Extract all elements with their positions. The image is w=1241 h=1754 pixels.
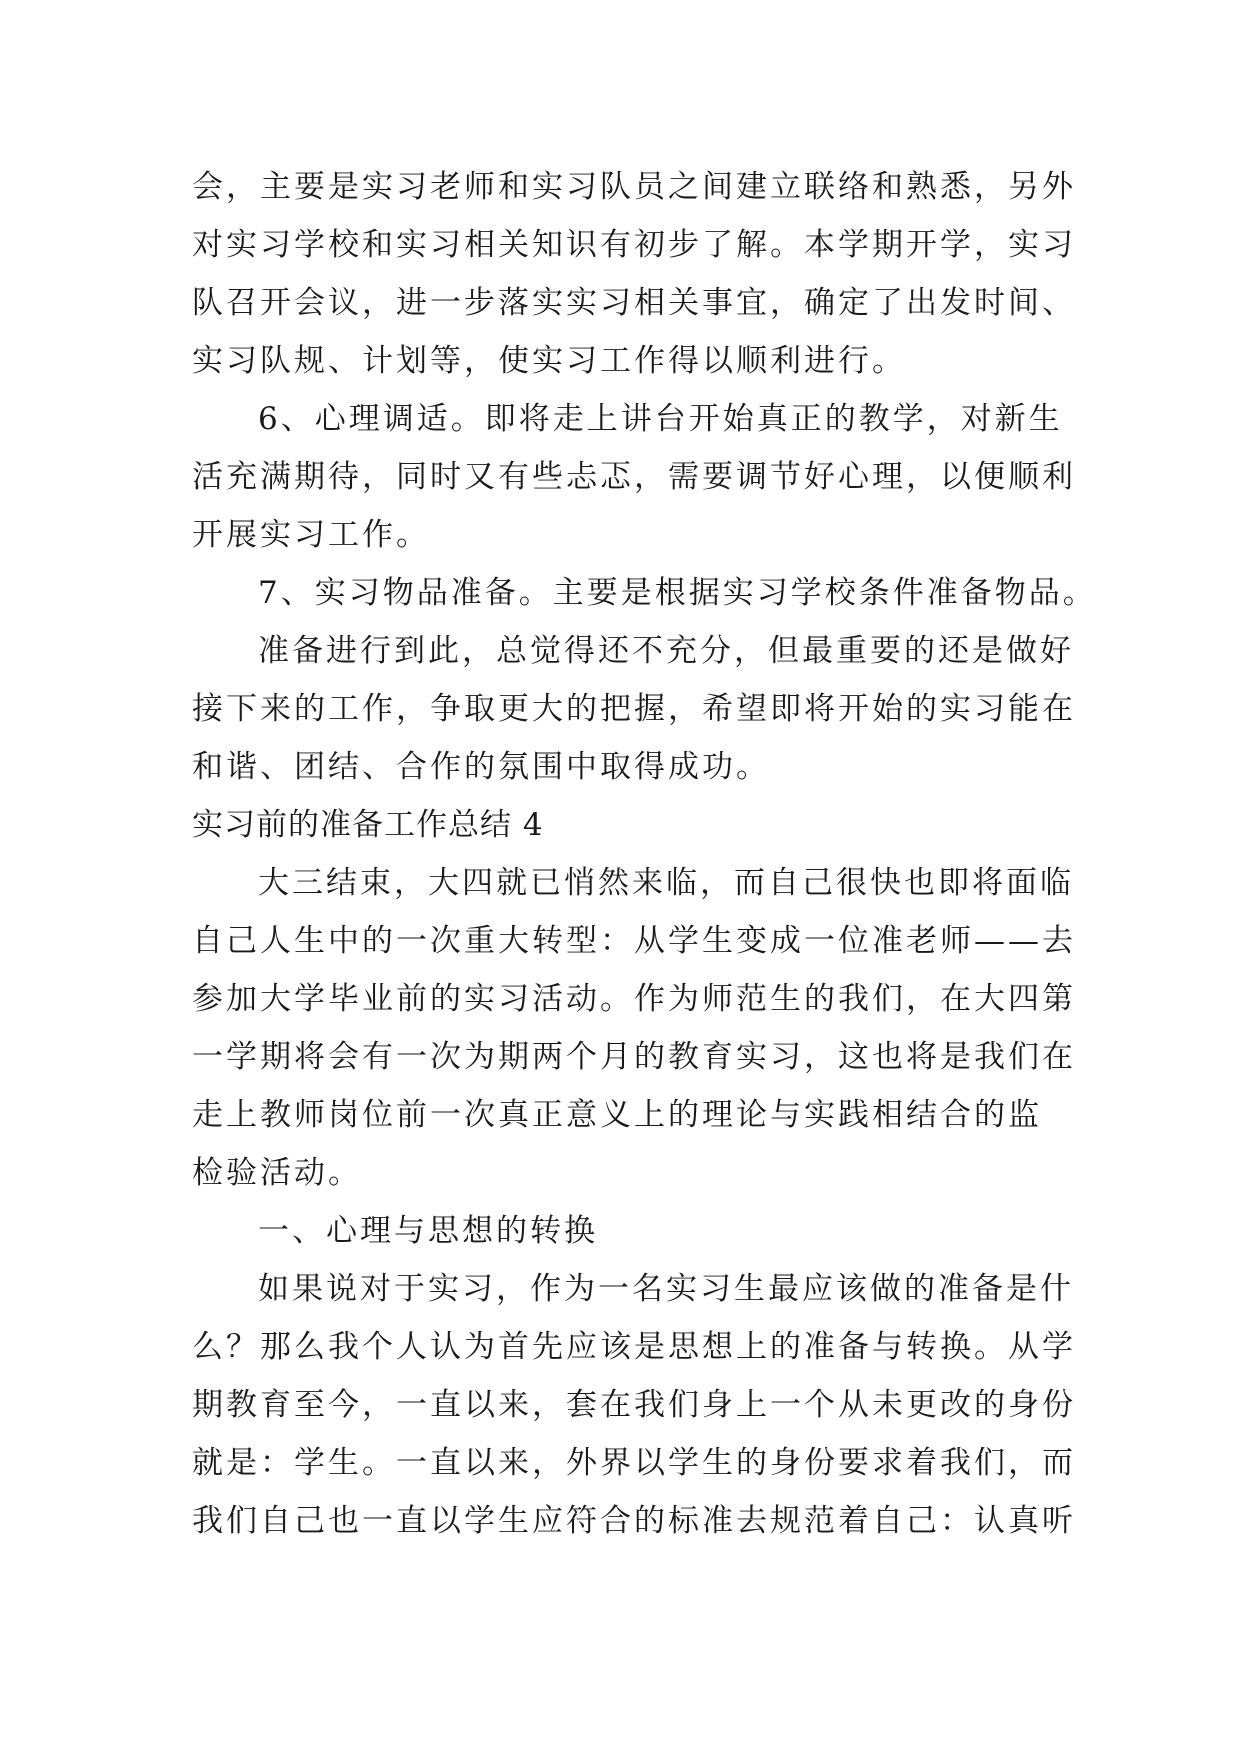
text-line: 大三结束，大四就已悄然来临，而自己很快也即将面临 <box>258 865 1074 901</box>
document-body <box>192 158 1097 1550</box>
text-line: 期教育至今，一直以来，套在我们身上一个从未更改的身份 <box>192 1387 1076 1423</box>
text-line: 自己人生中的一次重大转型：从学生变成一位准老师——去 <box>192 923 1076 959</box>
text-line: 如果说对于实习，作为一名实习生最应该做的准备是什 <box>258 1271 1074 1307</box>
text-line: 队召开会议，进一步落实实习相关事宜，确定了出发时间、 <box>192 285 1076 321</box>
text-line: 准备进行到此，总觉得还不充分，但最重要的还是做好 <box>258 633 1074 669</box>
text-line: 6、心理调适。即将走上讲台开始真正的教学，对新生 <box>258 401 1063 437</box>
text-line: 和谐、团结、合作的氛围中取得成功。 <box>192 749 770 785</box>
text-line: 一、心理与思想的转换 <box>258 1213 598 1249</box>
text-line: 就是：学生。一直以来，外界以学生的身份要求着我们，而 <box>192 1445 1076 1481</box>
text-line: 对实习学校和实习相关知识有初步了解。本学期开学，实习 <box>192 227 1076 263</box>
text-line: 7、实习物品准备。主要是根据实习学校条件准备物品。 <box>258 575 1097 611</box>
text-line: 实习队规、计划等，使实习工作得以顺利进行。 <box>192 343 906 379</box>
text-line: 开展实习工作。 <box>192 517 430 553</box>
text-line: 一学期将会有一次为期两个月的教育实习，这也将是我们在 <box>192 1039 1076 1075</box>
text-line: 我们自己也一直以学生应符合的标准去规范着自己：认真听 <box>192 1503 1076 1539</box>
text-line: 检验活动。 <box>192 1155 362 1191</box>
text-line: 走上教师岗位前一次真正意义上的理论与实践相结合的监 <box>192 1097 1042 1133</box>
text-line: 么？那么我个人认为首先应该是思想上的准备与转换。从学 <box>192 1329 1076 1365</box>
section-heading: 实习前的准备工作总结 4 <box>192 807 544 843</box>
text-line: 参加大学毕业前的实习活动。作为师范生的我们，在大四第 <box>192 981 1076 1017</box>
text-line: 接下来的工作，争取更大的把握，希望即将开始的实习能在 <box>192 691 1076 727</box>
text-line: 活充满期待，同时又有些忐忑，需要调节好心理，以便顺利 <box>192 459 1076 495</box>
text-line: 会，主要是实习老师和实习队员之间建立联络和熟悉，另外 <box>192 169 1076 205</box>
